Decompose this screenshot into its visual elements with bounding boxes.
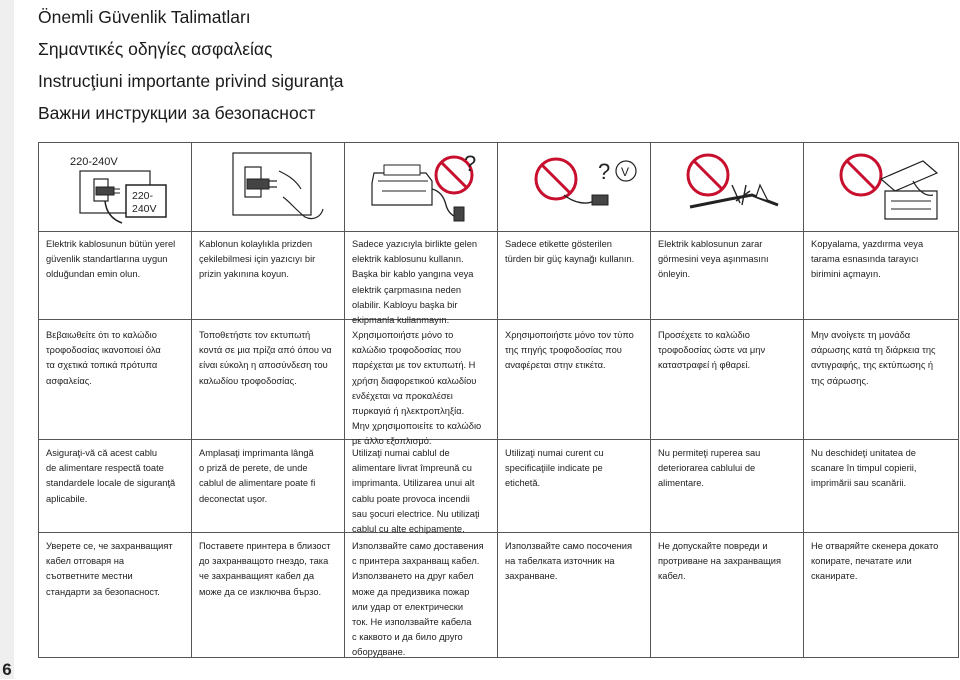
instruction-el-5: Προσέχετε το καλώδιο τροφοδοσίας ώστε να μην καταστραφεί ή φθαρεί. [658,330,766,371]
svg-text:240V: 240V [132,203,157,215]
page-number: 6 [2,660,12,679]
instruction-el-2: Τοποθετήστε τον εκτυπωτή κοντά σε μια πρίζα από όπου να είναι εύκολη η αποσύνδεση του καλωδίου τροφοδοσίας. [199,330,332,386]
svg-text:?: ? [464,151,477,176]
illustration-printer-cable [354,145,494,229]
illustration-power-source [508,145,648,229]
illustration-open-scanner [813,145,953,229]
instruction-ro-4: Utilizaţi numai curent cu specificaţiile indicate pe etichetă. [505,448,604,489]
page-sidebar [0,0,14,679]
scanner-icon [881,161,937,219]
instruction-bg-3: Използвайте само доставения с принтера захранващ кабел. Използването на друг кабел може да предизвика пожар или удар от електрически ток. Не използвайте кабела с каквото и да било друго оборудване. [352,541,484,658]
instruction-bg-6: Не отваряйте скенера докато копирате, печатате или сканирате. [811,541,939,582]
title-romanian: Instrucţiuni importante privind siguranţa [38,71,344,91]
instruction-tr-2: Kablonun kolaylıkla prizden çekilebilmesi için yazıcıyı bir prizin yakınına koyun. [199,239,316,280]
title-bulgarian: Важни инструкции за безопасност [38,103,316,123]
plug-voltage-label: 220-240V [70,156,118,168]
illustration-outlet-near [203,145,338,229]
instruction-tr-1: Elektrik kablosunun bütün yerel güvenlik standartlarına uygun olduğundan emin olun. [46,239,176,280]
svg-text:220-: 220- [132,190,154,202]
title-greek: Σημαντικές οδηγίες ασφαλείας [38,39,273,59]
title-block [38,1,343,129]
instruction-ro-1: Asiguraţi-vă că acest cablu de alimentare respectă toate standardele locale de siguranţă aplicabile. [46,448,176,504]
instruction-el-3: Χρησιμοποιήστε μόνο το καλώδιο τροφοδοσίας που παρέχεται με τον εκτυπωτή. Η χρήση διαφορετικού καλωδίου ενδέχεται να προκαλέσει πυρκαγιά ή ηλεκτροπληξία. Μην χρησιμοποιείτε το καλώδιο με άλλο εξοπλισμό. [352,330,482,447]
instruction-el-4: Χρησιμοποιήστε μόνο τον τύπο της πηγής τροφοδοσίας που αναφέρεται στην ετικέτα. [505,330,634,371]
safety-instruction-table [38,142,959,658]
printer-icon [372,165,432,205]
instruction-bg-5: Не допускайте повреди и протриване на захранващия кабел. [658,541,782,582]
illustration-voltage-plug [48,145,188,229]
instruction-bg-2: Поставете принтера в близост до захранващото гнездо, така че захранващият кабел да може да се изключва бързо. [199,541,331,597]
instruction-ro-6: Nu deschideţi unitatea de scanare în timpul copierii, imprimării sau scanării. [811,448,917,489]
instruction-bg-4: Използвайте само посочения на табелката източник на захранване. [505,541,633,582]
instruction-ro-5: Nu permiteţi ruperea sau deteriorarea cablului de alimentare. [658,448,761,489]
instruction-tr-3: Sadece yazıcıyla birlikte gelen elektrik kablosunu kullanın. Başka bir kablo yangına veya elektrik çarpmasına neden olabilir. Kabloyu başka bir ekipmanla kullanmayın. [352,239,478,326]
svg-text:?: ? [598,159,611,184]
instruction-tr-4: Sadece etikette gösterilen türden bir güç kaynağı kullanın. [505,239,635,265]
svg-text:V: V [621,165,630,179]
instruction-el-6: Μην ανοίγετε τη μονάδα σάρωσης κατά τη διάρκεια της αντιγραφής, της εκτύπωσης ή της σάρωσης. [811,330,936,386]
instruction-bg-1: Уверете се, че захранващият кабел отговаря на съответните местни стандарти за безопасност. [46,541,173,597]
illustration-damaged-cable [660,145,800,229]
instruction-tr-5: Elektrik kablosunun zarar görmesini veya aşınmasını önleyin. [658,239,769,280]
title-turkish: Önemli Güvenlik Talimatları [38,7,251,27]
instruction-tr-6: Kopyalama, yazdırma veya tarama esnasında tarayıcı birimini açmayın. [811,239,924,280]
instruction-ro-3: Utilizaţi numai cablul de alimentare livrat împreună cu imprimanta. Utilizarea unui alt cablu poate provoca incendii sau şocuri electrice. Nu utilizaţi cablul cu alte echipamente. [352,448,480,535]
instruction-ro-2: Amplasaţi imprimanta lângă o priză de perete, de unde cablul de alimentare poate fi deconectat uşor. [199,448,316,504]
instruction-el-1: Βεβαιωθείτε ότι το καλώδιο τροφοδοσίας ικανοποιεί όλα τα σχετικά τοπικά πρότυπα ασφαλείας. [46,330,161,386]
